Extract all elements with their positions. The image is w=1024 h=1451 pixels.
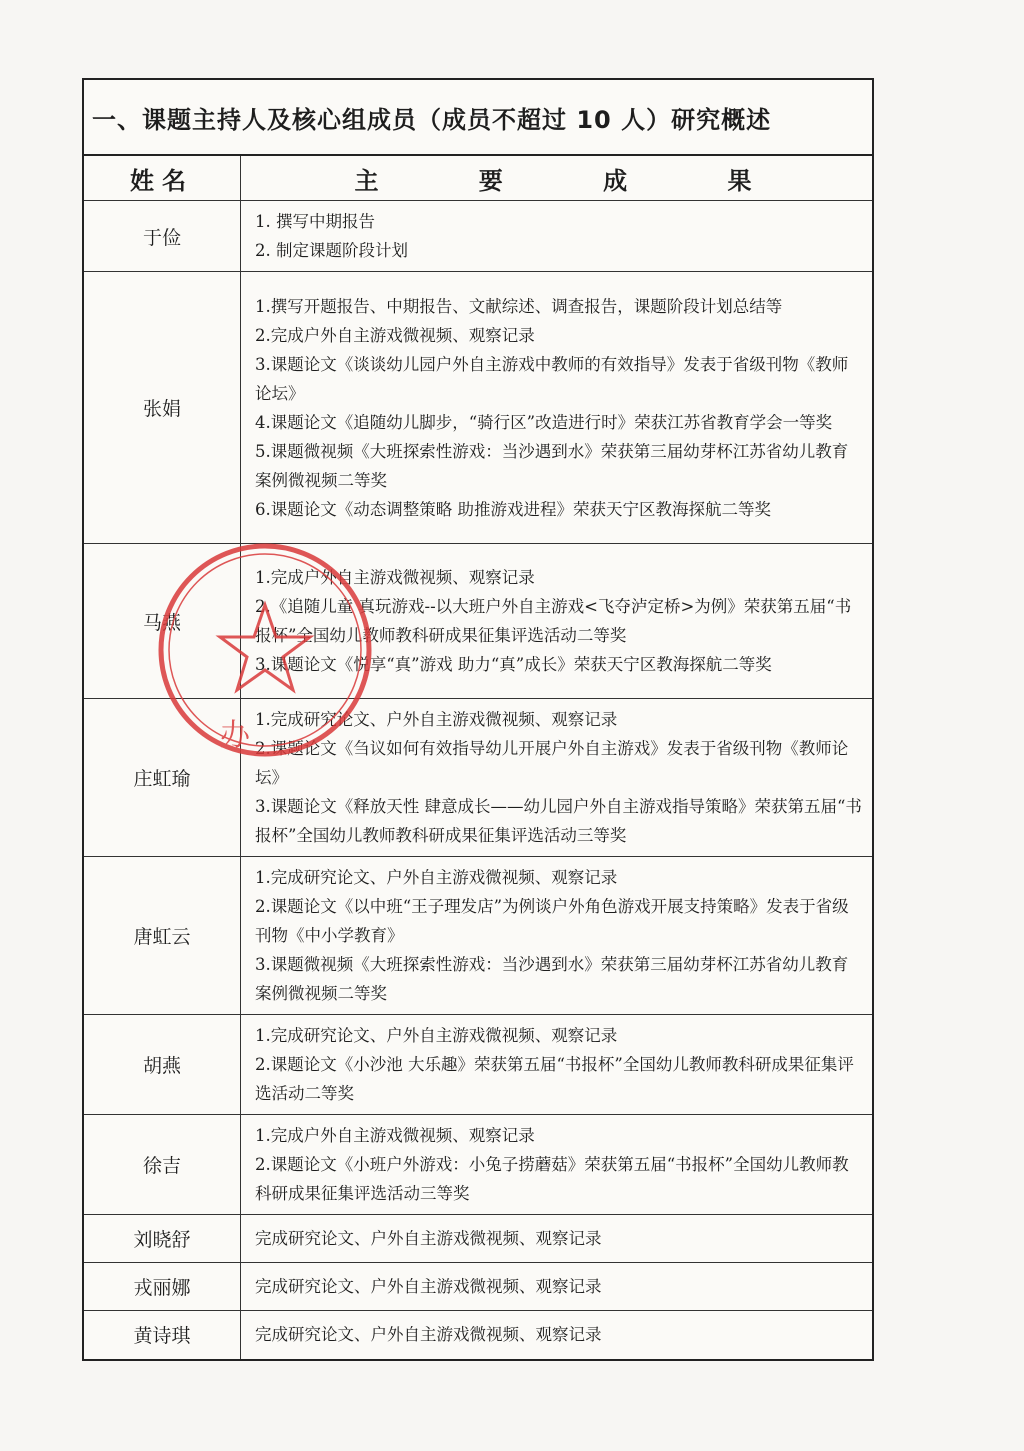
result-item: 2. 制定课题阶段计划 (255, 241, 408, 260)
result-item: 2.课题论文《以中班“王子理发店”为例谈户外角色游戏开展支持策略》发表于省级刊物《中小学教育》 (255, 897, 849, 945)
result-item: 2.完成户外自主游戏微视频、观察记录 (255, 325, 535, 345)
member-results (241, 1311, 873, 1359)
result-item: 3.课题论文《释放天性 肆意成长——幼儿园户外自主游戏指导策略》荣获第五届“书报杯”全国幼儿教师教科研成果征集评选活动三等奖 (255, 797, 862, 845)
member-results (241, 1015, 873, 1115)
member-results (241, 1263, 873, 1311)
member-results (241, 1115, 873, 1215)
result-item: 2.课题论文《小班户外游戏：小兔子捞蘑菇》荣获第五届“书报杯”全国幼儿教师教科研成果征集评选活动三等奖 (255, 1155, 849, 1203)
seal-text: 办 (220, 718, 250, 753)
result-item: 1.完成研究论文、户外自主游戏微视频、观察记录 (255, 710, 618, 729)
result-item: 2.《追随儿童 真玩游戏--以大班户外自主游戏<飞夺泸定桥>为例》荣获第五届“书报杯”全国幼儿教师教科研成果征集评选活动二等奖 (255, 597, 852, 645)
table-row (84, 544, 872, 699)
result-item: 3.课题论文《谈谈幼儿园户外自主游戏中教师的有效指导》发表于省级刊物《教师论坛》 (255, 354, 849, 403)
member-name: 庄虹瑜 (84, 699, 241, 857)
member-results (241, 544, 873, 699)
result-item: 2.课题论文《刍议如何有效指导幼儿开展户外自主游戏》发表于省级刊物《教师论坛》 (255, 739, 849, 787)
result-item: 1.完成户外自主游戏微视频、观察记录 (255, 568, 535, 587)
member-results (241, 699, 873, 857)
member-results (241, 1215, 873, 1263)
result-item: 1.完成研究论文、户外自主游戏微视频、观察记录 (255, 868, 618, 887)
result-item: 5.课题微视频《大班探索性游戏：当沙遇到水》荣获第三届幼芽杯江苏省幼儿教育案例微视频二等奖 (255, 441, 849, 490)
member-name: 黄诗琪 (84, 1311, 241, 1359)
table-header-row (84, 156, 872, 201)
member-results (241, 857, 873, 1015)
table-row (84, 1115, 872, 1215)
table-row (84, 201, 872, 272)
table-row (84, 1311, 872, 1359)
result-item: 1.完成研究论文、户外自主游戏微视频、观察记录 (255, 1026, 618, 1045)
member-name: 张娟 (84, 272, 241, 544)
result-item: 4.课题论文《追随幼儿脚步，“骑行区”改造进行时》荣获江苏省教育学会一等奖 (255, 412, 833, 432)
member-name: 唐虹云 (84, 857, 241, 1015)
member-name: 马燕 (84, 544, 241, 699)
member-name: 胡燕 (84, 1015, 241, 1115)
member-results (241, 201, 873, 272)
table-row (84, 699, 872, 857)
result-item: 1.完成户外自主游戏微视频、观察记录 (255, 1126, 535, 1145)
members-table-body (84, 201, 872, 1359)
member-name: 戎丽娜 (84, 1263, 241, 1311)
table-row (84, 857, 872, 1015)
members-table (84, 156, 872, 1359)
result-item: 3.课题论文《悦享“真”游戏 助力“真”成长》荣获天宁区教海探航二等奖 (255, 655, 772, 674)
summary-form (82, 78, 874, 1361)
result-item: 6.课题论文《动态调整策略 助推游戏进程》荣获天宁区教海探航二等奖 (255, 499, 771, 519)
table-row (84, 1263, 872, 1311)
name-column-header: 姓名 (84, 156, 241, 201)
result-item: 3.课题微视频《大班探索性游戏：当沙遇到水》荣获第三届幼芽杯江苏省幼儿教育案例微视频二等奖 (255, 955, 849, 1003)
member-results (241, 272, 873, 544)
result-item: 1.撰写开题报告、中期报告、文献综述、调查报告，课题阶段计划总结等 (255, 296, 783, 316)
form-title: 一、课题主持人及核心组成员（成员不超过 10 人）研究概述 (84, 80, 872, 156)
member-name: 刘晓舒 (84, 1215, 241, 1263)
results-column-header: 主 要 成 果 (241, 156, 873, 201)
result-item: 完成研究论文、户外自主游戏微视频、观察记录 (255, 1277, 602, 1296)
result-item: 完成研究论文、户外自主游戏微视频、观察记录 (255, 1229, 602, 1248)
table-row (84, 1015, 872, 1115)
result-item: 2.课题论文《小沙池 大乐趣》荣获第五届“书报杯”全国幼儿教师教科研成果征集评选活动二等奖 (255, 1055, 854, 1103)
member-name: 于俭 (84, 201, 241, 272)
result-item: 完成研究论文、户外自主游戏微视频、观察记录 (255, 1325, 602, 1345)
result-item: 1. 撰写中期报告 (255, 212, 375, 231)
table-row (84, 1215, 872, 1263)
member-name: 徐吉 (84, 1115, 241, 1215)
table-row (84, 272, 872, 544)
